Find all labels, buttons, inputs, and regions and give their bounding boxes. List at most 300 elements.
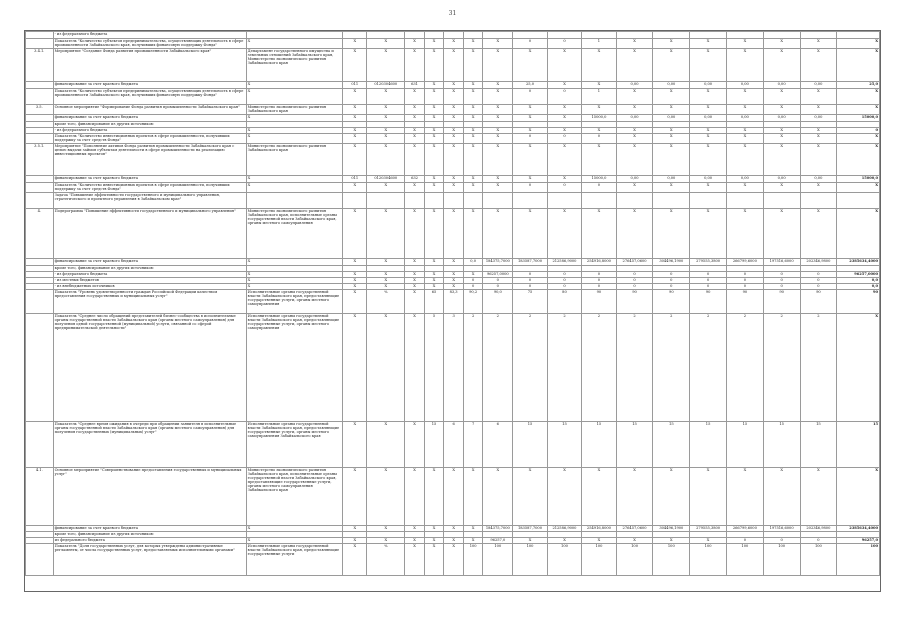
row-value-cell	[343, 32, 367, 39]
row-value-cell	[800, 32, 837, 39]
row-value-cell: X	[367, 538, 405, 544]
row-value-cell: X	[405, 544, 425, 576]
row-value-cell: 0	[547, 183, 581, 193]
row-value-cell: X	[726, 209, 763, 259]
row-value-cell: X	[424, 128, 444, 134]
row-value-cell: X	[483, 82, 513, 89]
row-value-cell: 0	[547, 272, 581, 278]
row-value-cell: 0	[513, 284, 547, 290]
row-value-cell: 631	[405, 82, 425, 89]
row-name-cell: Показатель "Количество субъектов предпринимательства, осуществляющих деятельность в сфере промышленности Забайкальского края, получивших финансовую поддержку Фонда"	[53, 89, 246, 105]
row-value-cell: 90	[763, 290, 800, 314]
row-value-cell: X	[582, 128, 616, 134]
row-value-cell: X	[653, 89, 690, 105]
row-value-cell: X	[444, 272, 464, 278]
row-value-cell: 0,00	[653, 176, 690, 183]
row-executor-cell: X	[246, 538, 343, 544]
row-value-cell: 0	[800, 538, 837, 544]
row-value-cell: X	[463, 49, 483, 82]
row-value-cell: X	[444, 82, 464, 89]
row-value-cell: 90,2	[463, 290, 483, 314]
row-value-cell: X	[616, 89, 653, 105]
row-value-cell: X	[483, 183, 513, 193]
row-name-cell: финансирование за счет краевого бюджета	[53, 526, 246, 532]
row-value-cell: X	[653, 105, 690, 115]
row-value-cell: 2	[690, 314, 727, 422]
row-number-cell	[26, 314, 54, 422]
row-value-cell: X	[513, 49, 547, 82]
row-value-cell: X	[367, 105, 405, 115]
row-value-cell: 0,0	[837, 278, 880, 284]
row-executor-cell: X	[246, 82, 343, 89]
row-value-cell: 15000,0	[582, 176, 616, 183]
row-value-cell: X	[343, 259, 367, 266]
row-value-cell: X	[800, 49, 837, 82]
row-executor-cell: X	[246, 39, 343, 49]
row-value-cell: 100	[800, 544, 837, 576]
row-value-cell: X	[616, 538, 653, 544]
row-value-cell: 75	[513, 290, 547, 314]
row-value-cell: X	[424, 49, 444, 82]
row-value-cell: X	[367, 115, 405, 122]
row-value-cell: 15	[616, 422, 653, 468]
row-value-cell: 0,00	[800, 82, 837, 89]
row-value-cell: X	[726, 39, 763, 49]
row-value-cell: X	[367, 468, 405, 526]
row-value-cell: X	[726, 183, 763, 193]
row-value-cell: 0	[763, 278, 800, 284]
row-name-cell: Показатель "Среднее время ожидания в очереди при обращении заявителя в исполнительные органы государственной власти Забайкальского края (органы местного самоуправления) для получения государственных (муниципальных) услуг"	[53, 422, 246, 468]
row-value-cell: 15	[547, 422, 581, 468]
row-value-cell	[444, 193, 464, 209]
row-value-cell: X	[424, 39, 444, 49]
row-value-cell: X	[513, 176, 547, 183]
row-value-cell: 15	[763, 422, 800, 468]
row-value-cell: 65	[424, 290, 444, 314]
row-value-cell: 0	[513, 39, 547, 49]
row-value-cell: X	[616, 128, 653, 134]
row-value-cell: 90	[837, 290, 880, 314]
row-value-cell: X	[367, 39, 405, 49]
row-value-cell: X	[424, 544, 444, 576]
row-value-cell: 011	[343, 176, 367, 183]
row-value-cell: X	[463, 526, 483, 532]
row-executor-cell: X	[246, 259, 343, 266]
row-executor-cell	[246, 32, 343, 39]
row-value-cell: X	[513, 105, 547, 115]
row-value-cell: X	[513, 144, 547, 176]
row-value-cell	[513, 32, 547, 39]
row-value-cell: 100	[653, 544, 690, 576]
row-value-cell: 0	[616, 284, 653, 290]
row-value-cell: 0	[483, 284, 513, 290]
row-value-cell: X	[653, 538, 690, 544]
row-value-cell: X	[763, 144, 800, 176]
row-executor-cell: Исполнительные органы государственной власти Забайкальского края, предоставляющие государственные услуги, органы местного самоуправления	[246, 290, 343, 314]
row-value-cell: X	[405, 278, 425, 284]
row-value-cell: X	[483, 115, 513, 122]
row-value-cell: 15	[424, 422, 444, 468]
row-value-cell	[405, 193, 425, 209]
row-value-cell: X	[367, 89, 405, 105]
row-value-cell: X	[616, 183, 653, 193]
row-value-cell: 184375,7000	[483, 259, 513, 266]
row-value-cell: 0,00	[726, 176, 763, 183]
row-name-cell: финансирование за счет краевого бюджета	[53, 259, 246, 266]
row-value-cell: X	[763, 183, 800, 193]
row-number-cell: 3.4.1.	[26, 49, 54, 82]
row-value-cell: X	[367, 209, 405, 259]
row-value-cell: X	[444, 49, 464, 82]
row-value-cell: X	[763, 468, 800, 526]
row-value-cell: X	[424, 176, 444, 183]
row-value-cell: X	[367, 526, 405, 532]
row-value-cell: X	[690, 183, 727, 193]
table-row	[26, 544, 880, 576]
row-value-cell: X	[405, 39, 425, 49]
row-value-cell: 0120304600	[367, 176, 405, 183]
row-value-cell	[444, 32, 464, 39]
row-value-cell: X	[444, 284, 464, 290]
row-value-cell: 011	[343, 82, 367, 89]
row-value-cell	[582, 193, 616, 209]
row-value-cell: 0	[547, 134, 581, 144]
row-value-cell: X	[726, 144, 763, 176]
row-value-cell: X	[343, 209, 367, 259]
row-value-cell: X	[463, 115, 483, 122]
row-value-cell: X	[424, 538, 444, 544]
row-value-cell	[367, 193, 405, 209]
row-number-cell	[26, 290, 54, 314]
row-value-cell: 100	[690, 544, 727, 576]
row-value-cell: 0	[653, 284, 690, 290]
row-number-cell	[26, 544, 54, 576]
row-value-cell	[424, 32, 444, 39]
row-value-cell: 2	[726, 314, 763, 422]
row-value-cell: X	[405, 468, 425, 526]
row-value-cell: 0	[653, 278, 690, 284]
row-value-cell: X	[483, 468, 513, 526]
row-value-cell: 2	[483, 314, 513, 422]
row-value-cell: 0	[800, 278, 837, 284]
row-value-cell: 0,0	[837, 284, 880, 290]
row-value-cell: X	[367, 422, 405, 468]
row-value-cell: X	[653, 128, 690, 134]
row-value-cell: 15	[690, 422, 727, 468]
row-value-cell: X	[463, 176, 483, 183]
table-row	[26, 89, 880, 105]
row-value-cell: X	[444, 176, 464, 183]
row-value-cell: X	[547, 468, 581, 526]
table-row	[26, 422, 880, 468]
row-value-cell: 0,00	[763, 176, 800, 183]
row-value-cell: 90,0	[483, 290, 513, 314]
row-value-cell: 0	[616, 272, 653, 278]
row-value-cell: X	[616, 105, 653, 115]
row-value-cell: X	[405, 128, 425, 134]
row-value-cell: X	[463, 105, 483, 115]
row-value-cell: 100	[837, 544, 880, 576]
row-executor-cell: Исполнительные органы государственной власти Забайкальского края, предоставляющие государственные услуги	[246, 544, 343, 576]
row-value-cell: 96257,0	[483, 538, 513, 544]
row-value-cell: 0	[513, 183, 547, 193]
table-row	[26, 176, 880, 183]
row-value-cell: 0	[726, 284, 763, 290]
row-value-cell: X	[405, 105, 425, 115]
table-row	[26, 183, 880, 193]
row-value-cell: 90	[726, 290, 763, 314]
row-value-cell: %	[367, 544, 405, 576]
table-row	[26, 468, 880, 526]
row-value-cell: X	[367, 183, 405, 193]
row-value-cell: X	[463, 183, 483, 193]
row-value-cell: 1	[582, 89, 616, 105]
row-value-cell: 0	[690, 278, 727, 284]
row-value-cell: X	[690, 468, 727, 526]
row-value-cell: 0,00	[690, 176, 727, 183]
row-value-cell: X	[726, 128, 763, 134]
row-value-cell: X	[726, 105, 763, 115]
row-value-cell: X	[405, 284, 425, 290]
row-executor-cell: Министерство экономического развития Забайкальского края, исполнительные органы государственной власти Забайкальского края, предоставляющие государственные услуги, органы местного самоуправления Забайкальского края	[246, 468, 343, 526]
row-value-cell: 15	[513, 422, 547, 468]
row-value-cell: X	[690, 134, 727, 144]
row-value-cell: X	[343, 144, 367, 176]
row-value-cell: 100	[483, 544, 513, 576]
row-number-cell: 3.5.	[26, 105, 54, 115]
row-value-cell: 0	[837, 128, 880, 134]
row-name-cell: - из федерального бюджета	[53, 272, 246, 278]
row-value-cell: X	[367, 128, 405, 134]
table-row	[26, 49, 880, 82]
row-value-cell: 6	[483, 422, 513, 468]
row-name-cell: - из местных бюджетов	[53, 278, 246, 284]
row-name-cell: Основное мероприятие "Совершенствование предоставления государственных и муниципальных услуг"	[53, 468, 246, 526]
row-value-cell	[726, 193, 763, 209]
row-number-cell: 3.5.1.	[26, 144, 54, 176]
row-value-cell	[463, 32, 483, 39]
row-value-cell: 0	[800, 272, 837, 278]
row-value-cell: X	[513, 538, 547, 544]
row-value-cell: 0	[763, 284, 800, 290]
row-value-cell: 0	[653, 272, 690, 278]
row-value-cell	[424, 193, 444, 209]
row-value-cell: X	[343, 526, 367, 532]
row-value-cell: X	[424, 115, 444, 122]
row-value-cell: 96257,0000	[483, 272, 513, 278]
row-value-cell: 90	[690, 290, 727, 314]
row-executor-cell: X	[246, 128, 343, 134]
row-value-cell: 25,0	[513, 82, 547, 89]
row-value-cell	[763, 32, 800, 39]
row-value-cell: X	[343, 544, 367, 576]
row-name-cell: финансирование за счет краевого бюджета	[53, 176, 246, 183]
row-value-cell: 0	[726, 538, 763, 544]
row-value-cell: 7	[463, 422, 483, 468]
row-name-cell: Мероприятие "Создание Фонда развития промышленности Забайкальского края"	[53, 49, 246, 82]
row-value-cell: X	[513, 468, 547, 526]
row-value-cell: 0,00	[763, 82, 800, 89]
row-value-cell: X	[343, 105, 367, 115]
row-value-cell: 15	[653, 422, 690, 468]
row-value-cell: X	[547, 115, 581, 122]
row-value-cell: 279555,3800	[690, 259, 727, 266]
row-value-cell: 276457,0600	[616, 526, 653, 532]
row-value-cell: X	[616, 134, 653, 144]
row-value-cell: X	[653, 49, 690, 82]
row-value-cell: X	[405, 314, 425, 422]
row-value-cell: X	[653, 468, 690, 526]
row-value-cell: X	[444, 39, 464, 49]
row-value-cell: X	[800, 134, 837, 144]
row-value-cell: X	[444, 278, 464, 284]
row-value-cell: X	[367, 278, 405, 284]
row-value-cell: 266799,6000	[726, 526, 763, 532]
row-value-cell: 2	[463, 314, 483, 422]
row-value-cell: 100	[616, 544, 653, 576]
row-value-cell: X	[800, 209, 837, 259]
row-value-cell: X	[367, 259, 405, 266]
row-value-cell: 2	[582, 314, 616, 422]
row-value-cell: X	[483, 176, 513, 183]
row-executor-cell: Министерство экономического развития Забайкальского края, исполнительные органы государственной власти Забайкальского края, органы местного самоуправления	[246, 209, 343, 259]
row-value-cell: 15	[726, 422, 763, 468]
row-value-cell: X	[800, 89, 837, 105]
row-name-cell: Задача "Повышение эффективности государственного и муниципального управления, стратегического и проектного управления в Забайкальском крае"	[53, 193, 246, 209]
row-number-cell	[26, 82, 54, 89]
row-value-cell: 0	[582, 134, 616, 144]
row-value-cell: X	[690, 39, 727, 49]
row-value-cell: X	[483, 209, 513, 259]
table-row	[26, 32, 880, 39]
row-value-cell: X	[405, 89, 425, 105]
row-value-cell	[405, 32, 425, 39]
row-value-cell: 183587,7000	[513, 526, 547, 532]
row-value-cell: 2	[653, 314, 690, 422]
row-value-cell: X	[763, 89, 800, 105]
row-value-cell: X	[424, 89, 444, 105]
row-value-cell: X	[763, 128, 800, 134]
row-value-cell: X	[405, 526, 425, 532]
row-value-cell: 183587,7000	[513, 259, 547, 266]
row-value-cell	[726, 32, 763, 39]
row-value-cell: X	[763, 49, 800, 82]
row-value-cell: X	[444, 105, 464, 115]
row-value-cell: X	[405, 422, 425, 468]
row-name-cell: - из федерального бюджета	[53, 128, 246, 134]
row-executor-cell: X	[246, 272, 343, 278]
row-value-cell: X	[405, 49, 425, 82]
row-value-cell: X	[547, 144, 581, 176]
row-value-cell: X	[367, 272, 405, 278]
row-value-cell: 0,00	[726, 82, 763, 89]
row-value-cell: 254916,8000	[582, 259, 616, 266]
row-value-cell: X	[424, 526, 444, 532]
row-value-cell: X	[343, 422, 367, 468]
row-value-cell: 202346,9800	[800, 259, 837, 266]
row-number-cell	[26, 193, 54, 209]
row-name-cell: - из федерального бюджета	[53, 32, 246, 39]
row-value-cell: X	[343, 272, 367, 278]
row-value-cell: X	[463, 272, 483, 278]
row-value-cell: X	[367, 134, 405, 144]
row-value-cell: X	[463, 82, 483, 89]
row-value-cell: X	[444, 128, 464, 134]
table-row	[26, 259, 880, 266]
row-value-cell: 197516,6000	[763, 259, 800, 266]
row-value-cell: 90	[800, 290, 837, 314]
row-value-cell: X	[837, 183, 880, 193]
row-value-cell: X	[405, 538, 425, 544]
row-value-cell: 90	[616, 290, 653, 314]
row-name-cell: Подпрограмма "Повышение эффективности государственного и муниципального управления"	[53, 209, 246, 259]
row-value-cell: X	[424, 82, 444, 89]
row-value-cell: X	[690, 105, 727, 115]
row-value-cell: X	[444, 209, 464, 259]
row-value-cell: 2385634,4000	[837, 259, 880, 266]
row-value-cell: 0	[547, 284, 581, 290]
row-name-cell: Показатель "Доля государственных услуг, для которых утверждены административные регламенты, от числа государственных услуг, предоставляемых исполнительными органами"	[53, 544, 246, 576]
row-value-cell: X	[367, 144, 405, 176]
row-name-cell: Показатель "Уровень удовлетворенности граждан Российской Федерации качеством предоставления государственных и муниципальных услуг"	[53, 290, 246, 314]
row-value-cell: X	[343, 468, 367, 526]
table-row	[26, 144, 880, 176]
table-row	[26, 314, 880, 422]
row-value-cell	[547, 193, 581, 209]
row-value-cell: X	[483, 49, 513, 82]
row-value-cell: 100	[513, 544, 547, 576]
row-value-cell: 0	[690, 272, 727, 278]
row-value-cell: 100	[547, 544, 581, 576]
row-value-cell: X	[582, 538, 616, 544]
row-value-cell: X	[690, 49, 727, 82]
row-value-cell: X	[424, 134, 444, 144]
row-value-cell: X	[726, 134, 763, 144]
row-name-cell: Показатель "Среднее число обращений представителей бизнес-сообщества в исполнительные органы государственной власти Забайкальского края (органы местного самоуправления) для получения одной государственной (муниципальной) услуги, связанной со сферой предпринимательской деятельности"	[53, 314, 246, 422]
row-value-cell: X	[463, 209, 483, 259]
row-name-cell: Мероприятие "Пополнение активов Фонда развития промышленности Забайкальского края с целью выдачи займов субъектам деятельности в сфере промышленности на реализацию инвестиционных проектов"	[53, 144, 246, 176]
row-value-cell: X	[367, 314, 405, 422]
row-value-cell	[616, 193, 653, 209]
row-value-cell: X	[483, 134, 513, 144]
row-value-cell: 3	[444, 314, 464, 422]
row-value-cell: 0,00	[653, 115, 690, 122]
row-value-cell: 0	[582, 272, 616, 278]
row-value-cell: X	[582, 82, 616, 89]
row-value-cell: X	[405, 209, 425, 259]
row-executor-cell	[246, 193, 343, 209]
row-value-cell: X	[444, 468, 464, 526]
row-value-cell: X	[483, 105, 513, 115]
row-executor-cell: Исполнительные органы государственной власти Забайкальского края, предоставляющие государственные услуги, органы местного самоуправления Забайкальского края	[246, 422, 343, 468]
row-value-cell: 90	[582, 290, 616, 314]
row-value-cell: X	[837, 134, 880, 144]
row-value-cell: 80	[547, 290, 581, 314]
row-executor-cell: Исполнительные органы государственной власти Забайкальского края, предоставляющие государственные услуги, органы местного самоуправления	[246, 314, 343, 422]
row-value-cell: X	[444, 538, 464, 544]
row-value-cell: 100	[582, 544, 616, 576]
row-value-cell: 15000,0	[837, 115, 880, 122]
row-value-cell: 266799,6000	[726, 259, 763, 266]
row-executor-cell: Министерство экономического развития Забайкальского края	[246, 105, 343, 115]
row-value-cell: X	[405, 272, 425, 278]
row-value-cell: 184375,7000	[483, 526, 513, 532]
row-value-cell: X	[547, 538, 581, 544]
row-value-cell: X	[463, 89, 483, 105]
row-value-cell: X	[463, 39, 483, 49]
row-value-cell: X	[726, 49, 763, 82]
row-value-cell	[483, 193, 513, 209]
